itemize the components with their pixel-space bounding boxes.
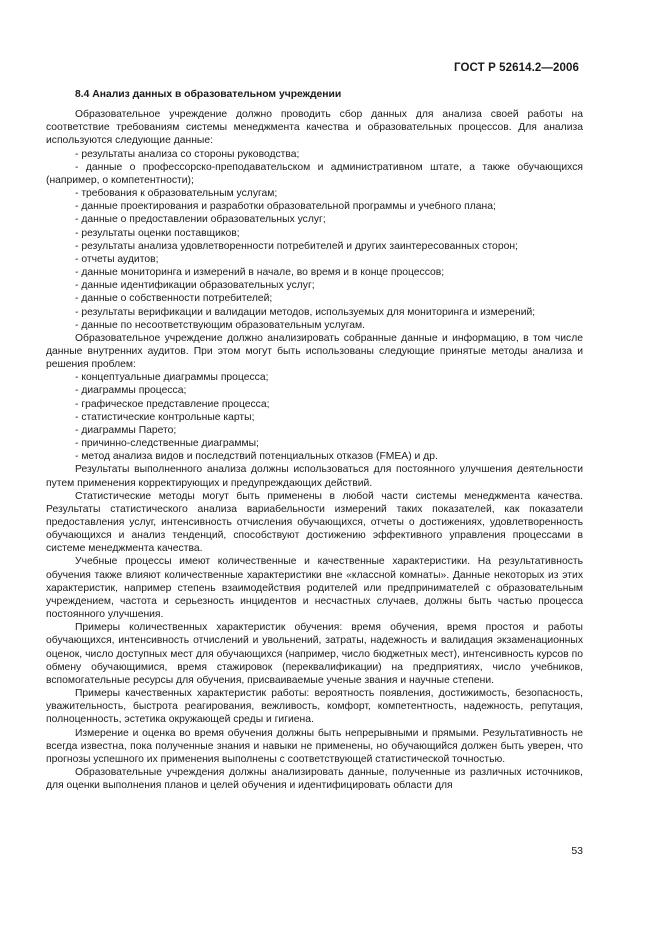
list-item: - результаты верификации и валидации методов, используемых для мониторинга и измерений; xyxy=(75,306,536,318)
paragraph: Учебные процессы имеют количественные и качественные характеристики. На результативность обучения также влияют количественные характеристики вне «классной комнаты». Данные некоторых из этих характеристик, например степень взаимодействия родителей или предпринимателей с образовательным учреждением, частота и серьезность инцидентов и несчастных случаев, должны быть частью процесса постоянного улучшения. xyxy=(46,556,583,621)
document-body xyxy=(46,88,583,792)
paragraph: Статистические методы могут быть применены в любой части системы менеджмента качества. Результаты статистического анализа вариабельности измерений таких показателей, как показатели предоставления услуг, интенсивность отчисления обучающихся, отчеты о достижениях, удовлетворенность обучающихся и анализ тенденций, способствуют достижению эффективного управления процессами в системе менеджмента качества. xyxy=(46,490,583,555)
paragraph: Результаты выполненного анализа должны использоваться для постоянного улучшения деятельности путем применения корректирующих и предупреждающих действий. xyxy=(46,464,583,489)
list-item: - результаты анализа удовлетворенности потребителей и других заинтересованных сторон; xyxy=(75,240,518,252)
list-item: - данные идентификации образовательных услуг; xyxy=(75,280,315,292)
list-item: - данные по несоответствующим образовательным услугам. xyxy=(75,319,366,331)
list-item: - метод анализа видов и последствий потенциальных отказов (FMEA) и др. xyxy=(75,451,438,463)
paragraph: Образовательные учреждения должны анализировать данные, полученные из различных источников, для оценки выполнения планов и целей обучения и идентифицировать области для xyxy=(46,766,583,792)
paragraph: Образовательное учреждение должно анализировать собранные данные и информацию, в том числе данные внутренних аудитов. При этом могут быть использованы следующие принятые методы анализа и решения проблем: xyxy=(46,332,583,371)
paragraph: Образовательное учреждение должно проводить сбор данных для анализа своей работы на соответствие требованиям системы менеджмента качества и образовательных процессов. Для анализа используются следующие данные: xyxy=(46,109,583,147)
list-item: - диаграммы процесса; xyxy=(75,385,187,397)
list-item: - причинно-следственные диаграммы; xyxy=(75,438,259,450)
paragraph: Примеры количественных характеристик обучения: время обучения, время простоя и работы обучающихся, интенсивность отчислений и увольнений, затраты, надежность и валидация экзаменационных оценок, число доступных мест для обучающихся (например, число бюджетных мест), интенсивность курсов по обмену обучающимися, время стажировок (переквалификации) на предприятиях, число учебников, вспомогательные ресурсы для обучения, присваиваемые ученые звания и научные степени. xyxy=(46,622,583,686)
methods-list xyxy=(46,371,583,463)
data-list xyxy=(46,148,583,332)
list-item: - графическое представление процесса; xyxy=(75,398,270,410)
list-item: - концептуальные диаграммы процесса; xyxy=(75,372,269,384)
list-item: - данные мониторинга и измерений в начале, во время и в конце процессов; xyxy=(75,267,445,279)
list-item: - отчеты аудитов; xyxy=(75,253,159,265)
list-item: - диаграммы Парето; xyxy=(75,424,177,436)
page-number: 53 xyxy=(571,845,583,857)
list-item: - данные о собственности потребителей; xyxy=(75,293,273,305)
list-item: - данные о предоставлении образовательных услуг; xyxy=(75,214,326,226)
list-item: - требования к образовательным услугам; xyxy=(75,188,278,200)
list-item: - результаты анализа со стороны руководства; xyxy=(75,148,300,160)
list-item: - результаты оценки поставщиков; xyxy=(75,227,240,239)
list-item: - статистические контрольные карты; xyxy=(75,411,255,423)
paragraph: Измерение и оценка во время обучения должны быть непрерывными и прямыми. Результативность не всегда известна, пока полученные знания и навыки не применены, но обучающийся должен быть уверен, что прогнозы успешного их применения выполнены с соответствующей статистической точностью. xyxy=(46,727,583,765)
section-title: 8.4 Анализ данных в образовательном учреждении xyxy=(75,89,342,100)
list-item: - данные проектирования и разработки образовательной программы и учебного плана; xyxy=(75,201,496,213)
document-code: ГОСТ Р 52614.2—2006 xyxy=(454,62,579,74)
paragraph: Примеры качественных характеристик работы: вероятность появления, достижимость, безопасность, уважительность, быстрота реагирования, вежливость, комфорт, компетентность, надежность, репутация, полноценность, эстетика окружающей среды и гигиена. xyxy=(46,688,583,726)
list-item: - данные о профессорско-преподавательском и административном штате, а также обучающихся (например, о компетентности); xyxy=(46,161,583,186)
